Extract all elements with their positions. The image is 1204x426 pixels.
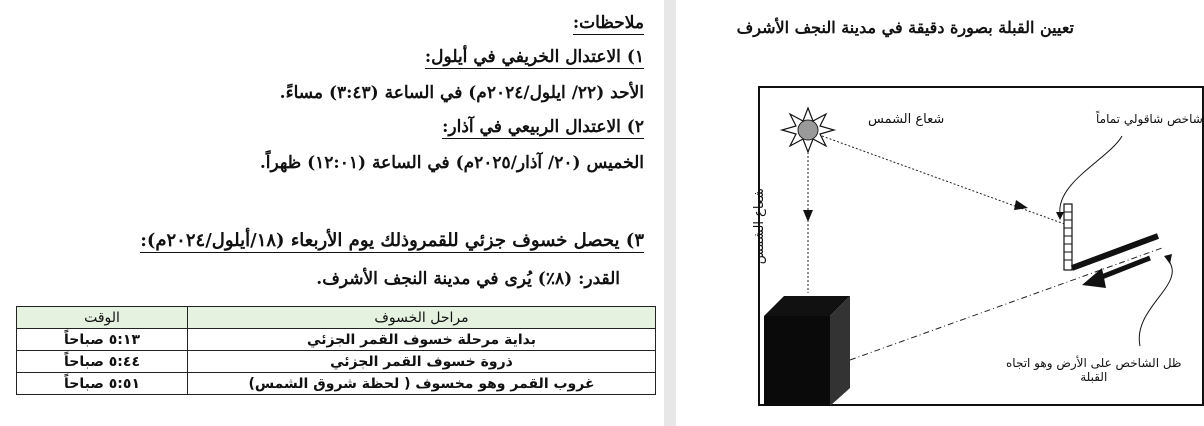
qibla-arrow-head [1082, 268, 1106, 288]
table-row [17, 373, 656, 395]
sun-ray-line [822, 136, 1070, 226]
time-cell: ٥:٤٤ صباحاً [17, 351, 188, 373]
header-phase: مراحل الخسوف [188, 307, 656, 329]
rod-shadow [1072, 236, 1158, 268]
table-row [17, 351, 656, 373]
shadow-label-leader [1139, 260, 1172, 346]
vertical-rod-label: شاخص شاقولي تماماً [1096, 112, 1203, 126]
table-header-row [17, 307, 656, 329]
table-row [17, 329, 656, 351]
shadow-label [1006, 356, 1181, 384]
time-cell: ٥:١٣ صباحاً [17, 329, 188, 351]
eclipse-phases-table [16, 306, 656, 395]
sun-ray-vertical-label: شعاع الشمس [752, 188, 767, 265]
phase-cell: غروب القمر وهو مخسوف ( لحظة شروق الشمس) [188, 373, 656, 395]
time-cell: ٥:٥١ صباحاً [17, 373, 188, 395]
diagram-title: تعيين القبلة بصورة دقيقة في مدينة النجف الأشرف [736, 18, 1074, 37]
header-time: الوقت [17, 307, 188, 329]
kaaba-icon [764, 296, 850, 406]
vertical-ray-arrowhead [803, 210, 813, 222]
sun-ray-label: شعاع الشمس [868, 112, 945, 127]
spring-equinox-text: الخميس (٢٠/ آذار/٢٠٢٥م) في الساعة (١٢:٠١) ظهراً. [259, 153, 644, 173]
shadow-label-line1: ظل الشاخص على الأرض وهو اتجاه [1006, 356, 1182, 370]
lunar-eclipse-heading: ٣) يحصل خسوف جزئي للقمروذلك يوم الأربعاء (١٨/أيلول/٢٠٢٤م): [140, 230, 644, 251]
spring-equinox-heading: ٢) الاعتدال الربيعي في آذار: [442, 117, 644, 137]
shadow-label-line2: القبلة [1080, 370, 1108, 384]
qibla-diagram [752, 86, 1204, 406]
rod-label-leader [1060, 136, 1122, 214]
qibla-diagram-page [676, 0, 1204, 426]
phase-cell: ذروة خسوف القمر الجزئي [188, 351, 656, 373]
vertical-rod-icon [1064, 204, 1072, 270]
sun-ray-arrowhead [1014, 200, 1028, 210]
lunar-eclipse-magnitude: القدر: (٨٪) يُرى في مدينة النجف الأشرف. [316, 269, 620, 289]
notes-title: ملاحظات: [572, 13, 644, 33]
autumn-equinox-heading: ١) الاعتدال الخريفي في أيلول: [424, 47, 644, 67]
sun-icon [782, 108, 834, 152]
phase-cell: بداية مرحلة خسوف القمر الجزئي [188, 329, 656, 351]
qibla-guide-line [850, 248, 1162, 360]
autumn-equinox-text: الأحد (٢٢/ ايلول/٢٠٢٤م) في الساعة (٣:٤٣) مساءً. [279, 83, 644, 103]
